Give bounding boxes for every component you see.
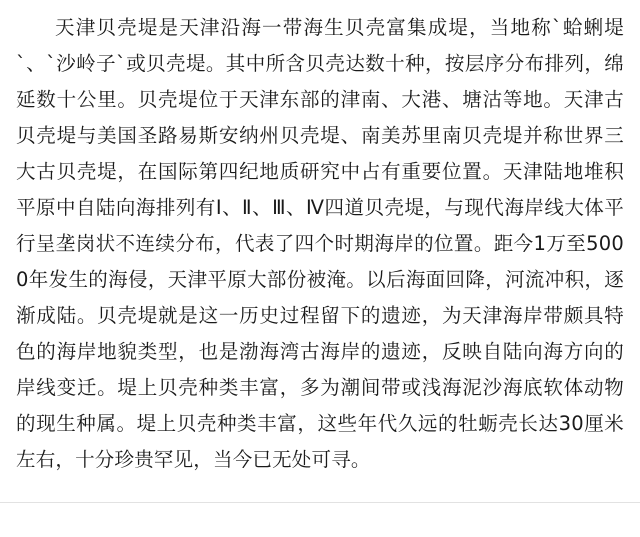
- footer-divider: [0, 502, 640, 503]
- article-body-text: 天津贝壳堤是天津沿海一带海生贝壳富集成堤，当地称`蛤蜊堤`、`沙岭子`或贝壳堤。其中所含贝壳达数十种，按层序分布排列，绵延数十公里。贝壳堤位于天津东部的津南、大港、塘沽等地。天津古贝壳堤与美国圣路易斯安纳州贝壳堤、南美苏里南贝壳堤并称世界三大古贝壳堤，在国际第四纪地质研究中占有重要位置。天津陆地堆积平原中自陆向海排列有Ⅰ、Ⅱ、Ⅲ、Ⅳ四道贝壳堤，与现代海岸线大体平行呈垄岗状不连续分布，代表了四个时期海岸的位置。距今1万至5000年发生的海侵，天津平原大部份被淹。以后海面回降，河流冲积，逐渐成陆。贝壳堤就是这一历史过程留下的遗迹，为天津海岸带颇具特色的海岸地貌类型，也是渤海湾古海岸的遗迹，反映自陆向海方向的岸线变迁。堤上贝壳种类丰富，多为潮间带或浅海泥沙海底软体动物的现生种属。堤上贝壳种类丰富，这些年代久远的牡蛎壳长达30厘米左右，十分珍贵罕见，当今已无处可寻。: [16, 16, 624, 471]
